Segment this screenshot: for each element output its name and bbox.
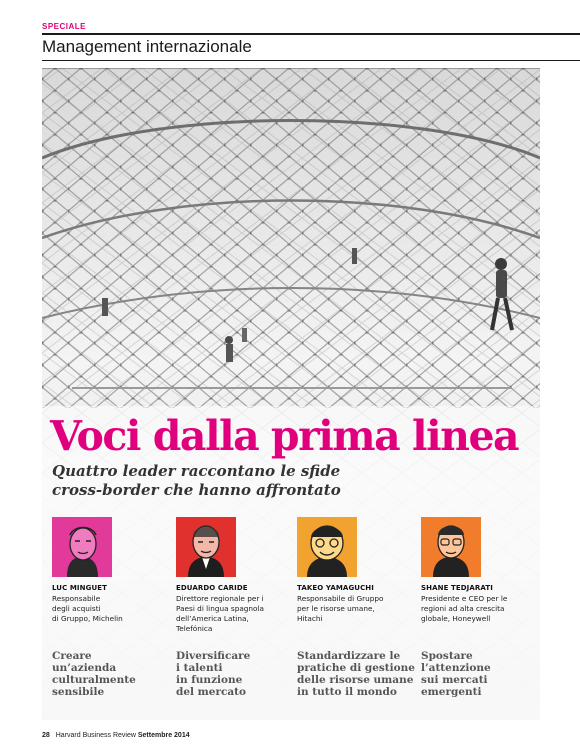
topic-heading — [297, 650, 415, 698]
section-tag: SPECIALE — [42, 22, 87, 31]
topic-line: emergenti — [421, 686, 482, 698]
topic-line: Diversificare — [176, 650, 251, 662]
leader-name: LUC MINGUET — [52, 584, 107, 592]
leader-caption — [421, 584, 536, 624]
role-line: Direttore regionale per i — [176, 594, 264, 603]
topic-line: l’attenzione — [421, 662, 491, 674]
section-title: Management internazionale — [42, 37, 252, 56]
role-line: Telefónica — [176, 624, 213, 633]
role-line: degli acquisti — [52, 604, 101, 613]
topic-heading — [52, 650, 170, 698]
role-line: Paesi di lingua spagnola — [176, 604, 265, 613]
role-line: di Gruppo, Michelin — [52, 614, 123, 623]
leader-role — [52, 594, 167, 624]
topic-line: pratiche di gestione — [297, 662, 415, 674]
page-number: 28 — [42, 732, 50, 739]
leader-name: EDUARDO CARIDE — [176, 584, 248, 592]
issue-date: Settembre 2014 — [137, 732, 190, 739]
topic-line: delle risorse umane — [297, 674, 414, 686]
leader-caption — [176, 584, 291, 634]
leader-caption — [297, 584, 412, 624]
topic-heading — [421, 650, 539, 698]
portrait-eduardo-caride — [176, 517, 236, 577]
role-line: globale, Honeywell — [421, 614, 491, 623]
leader-role — [176, 594, 291, 634]
topic-heading — [176, 650, 294, 698]
leader-name: TAKEO YAMAGUCHI — [297, 584, 374, 592]
topic-line: sui mercati — [421, 674, 488, 686]
role-line: dell’America Latina, — [176, 614, 249, 623]
top-rule — [42, 33, 580, 35]
portrait-illustration — [52, 517, 112, 577]
headline: Voci dalla prima linea — [50, 412, 519, 460]
role-line: Responsabile di Gruppo — [297, 594, 384, 603]
portrait-shane-tedjarati — [421, 517, 481, 577]
deck-line: cross-border che hanno affrontato — [52, 481, 341, 499]
page-footer — [42, 732, 190, 739]
role-line: Responsabile — [52, 594, 101, 603]
section-rule — [42, 60, 580, 61]
standing-figure — [225, 336, 233, 362]
portrait-illustration — [176, 517, 236, 577]
topic-line: un’azienda — [52, 662, 117, 674]
deck — [52, 462, 372, 500]
portrait-luc-minguet — [52, 517, 112, 577]
portrait-illustration — [421, 517, 481, 577]
deck-line: Quattro leader raccontano le sfide — [52, 462, 341, 480]
topic-line: Creare — [52, 650, 92, 662]
leader-role — [421, 594, 536, 624]
role-line: Hitachi — [297, 614, 323, 623]
publication-name: Harvard Business Review — [55, 732, 136, 739]
portrait-illustration — [297, 517, 357, 577]
role-line: per le risorse umane, — [297, 604, 375, 613]
topic-line: in funzione — [176, 674, 243, 686]
leader-role — [297, 594, 412, 624]
topic-line: sensibile — [52, 686, 105, 698]
leader-caption — [52, 584, 167, 624]
portrait-takeo-yamaguchi — [297, 517, 357, 577]
topic-line: del mercato — [176, 686, 247, 698]
topic-line: Spostare — [421, 650, 473, 662]
role-line: Presidente e CEO per le — [421, 594, 508, 603]
topic-line: culturalmente — [52, 674, 136, 686]
leader-name: SHANE TEDJARATI — [421, 584, 493, 592]
topic-line: in tutto il mondo — [297, 686, 397, 698]
topic-line: i talenti — [176, 662, 223, 674]
role-line: regioni ad alta crescita — [421, 604, 505, 613]
topic-line: Standardizzare le — [297, 650, 401, 662]
